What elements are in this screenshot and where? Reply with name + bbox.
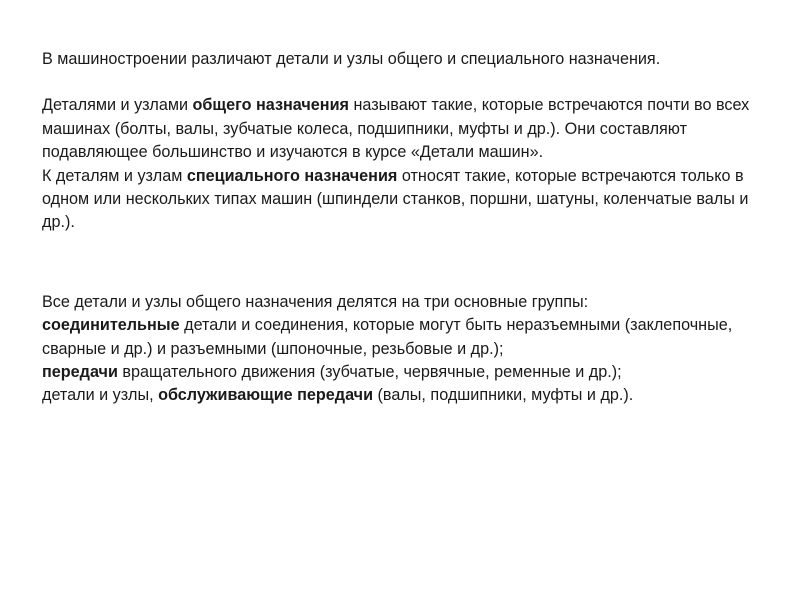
general-purpose-suffix: называют такие, которые встречаются почти во всех машинах (болты, валы, зубчатые колеса, подшипники, муфты и др.). Они составляют подавляющее большинство и изучаются в курсе «Детали машин». — [42, 96, 754, 162]
slide-text-body — [42, 48, 772, 408]
special-purpose-paragraph — [42, 165, 772, 235]
general-purpose-paragraph — [42, 94, 772, 164]
special-purpose-term: специального назначения — [186, 166, 398, 185]
group-serving-description: (валы, подшипники, муфты и др.). — [373, 386, 634, 405]
intro-paragraph — [42, 48, 772, 71]
paragraph-gap — [42, 71, 772, 94]
special-purpose-prefix: К деталям и узлам — [42, 166, 187, 185]
group-transmissions-term: передачи — [42, 363, 118, 382]
group-connecting-term: соединительные — [42, 316, 180, 335]
groups-lead: Все детали и узлы общего назначения делятся на три основные группы: — [42, 292, 589, 311]
group-transmissions-description: вращательного движения (зубчатые, червячные, ременные и др.); — [117, 363, 622, 382]
section-gap — [42, 235, 772, 291]
intro-text: В машиностроении различают детали и узлы общего и специального назначения. — [42, 50, 661, 68]
groups-paragraph — [42, 291, 772, 408]
group-connecting-description: детали и соединения, которые могут быть неразъемными (заклепочные, сварные и др.) и разъемными (шпоночные, резьбовые и др.); — [42, 316, 737, 358]
general-purpose-prefix: Деталями и узлами — [42, 96, 193, 115]
group-serving-term: обслуживающие передачи — [158, 386, 374, 405]
special-purpose-suffix: относят такие, которые встречаются только в одном или нескольких типах машин (шпиндели станков, поршни, шатуны, коленчатые валы и др.). — [42, 166, 753, 232]
group-serving-prefix: детали и узлы, — [42, 386, 159, 405]
general-purpose-term: общего назначения — [192, 96, 349, 115]
